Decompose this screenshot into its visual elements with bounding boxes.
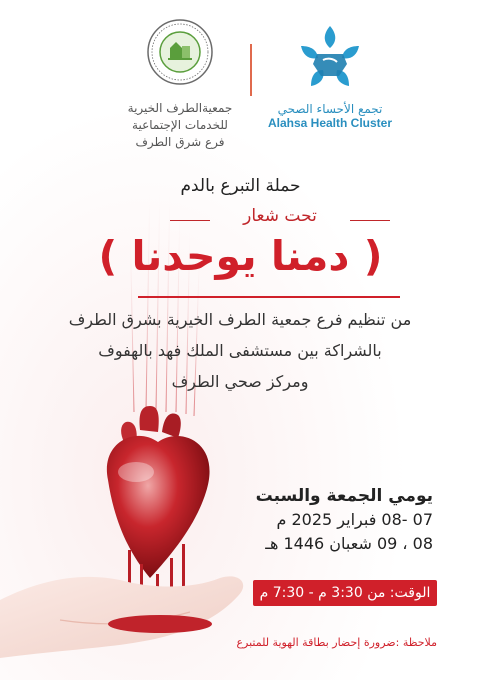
campaign-subtitle: تحت شعار (243, 206, 317, 226)
campaign-slogan: ( دمنا يوحدنا ) (98, 232, 383, 280)
description-line-2: بالشراكة بين مستشفى الملك فهد بالهفوف (98, 341, 382, 360)
campaign-subtitle-row (150, 206, 410, 230)
time-badge: الوقت: من 3:30 م - 7:30 م (253, 580, 437, 606)
description-line-1: من تنظيم فرع جمعية الطرف الخيرية بشرق الطرف (68, 310, 412, 329)
schedule-days: يومي الجمعة والسبت (255, 486, 433, 506)
health-star-logo-icon (287, 20, 373, 98)
schedule (233, 484, 433, 556)
schedule-gregorian: 07 -08 فبراير 2025 م (276, 510, 433, 529)
slogan-underline (138, 296, 400, 298)
heart (107, 436, 210, 578)
cluster-name-ar: تجمع الأحساء الصحي (277, 102, 383, 116)
charity-logo (100, 18, 260, 151)
schedule-hijri: 08 ، 09 شعبان 1446 هـ (265, 534, 433, 553)
charity-seal-icon (146, 18, 214, 86)
campaign-title: حملة التبرع بالدم (180, 176, 301, 196)
charity-name-line-3: فرع شرق الطرف (135, 135, 225, 149)
description-line-3: ومركز صحي الطرف (171, 372, 309, 391)
cluster-name-en: Alahsa Health Cluster (267, 116, 393, 130)
id-note: ملاحظة :ضرورة إحضار بطاقة الهوية للمتبرع (236, 636, 437, 649)
charity-name-line-1: جمعيةالطرف الخيرية (127, 101, 233, 115)
blood-pool (108, 615, 212, 633)
health-cluster-logo (255, 20, 405, 130)
charity-name-line-2: للخدمات الإجتماعية (132, 118, 228, 132)
logo-divider (250, 44, 252, 96)
subtitle-line-right (350, 220, 390, 221)
